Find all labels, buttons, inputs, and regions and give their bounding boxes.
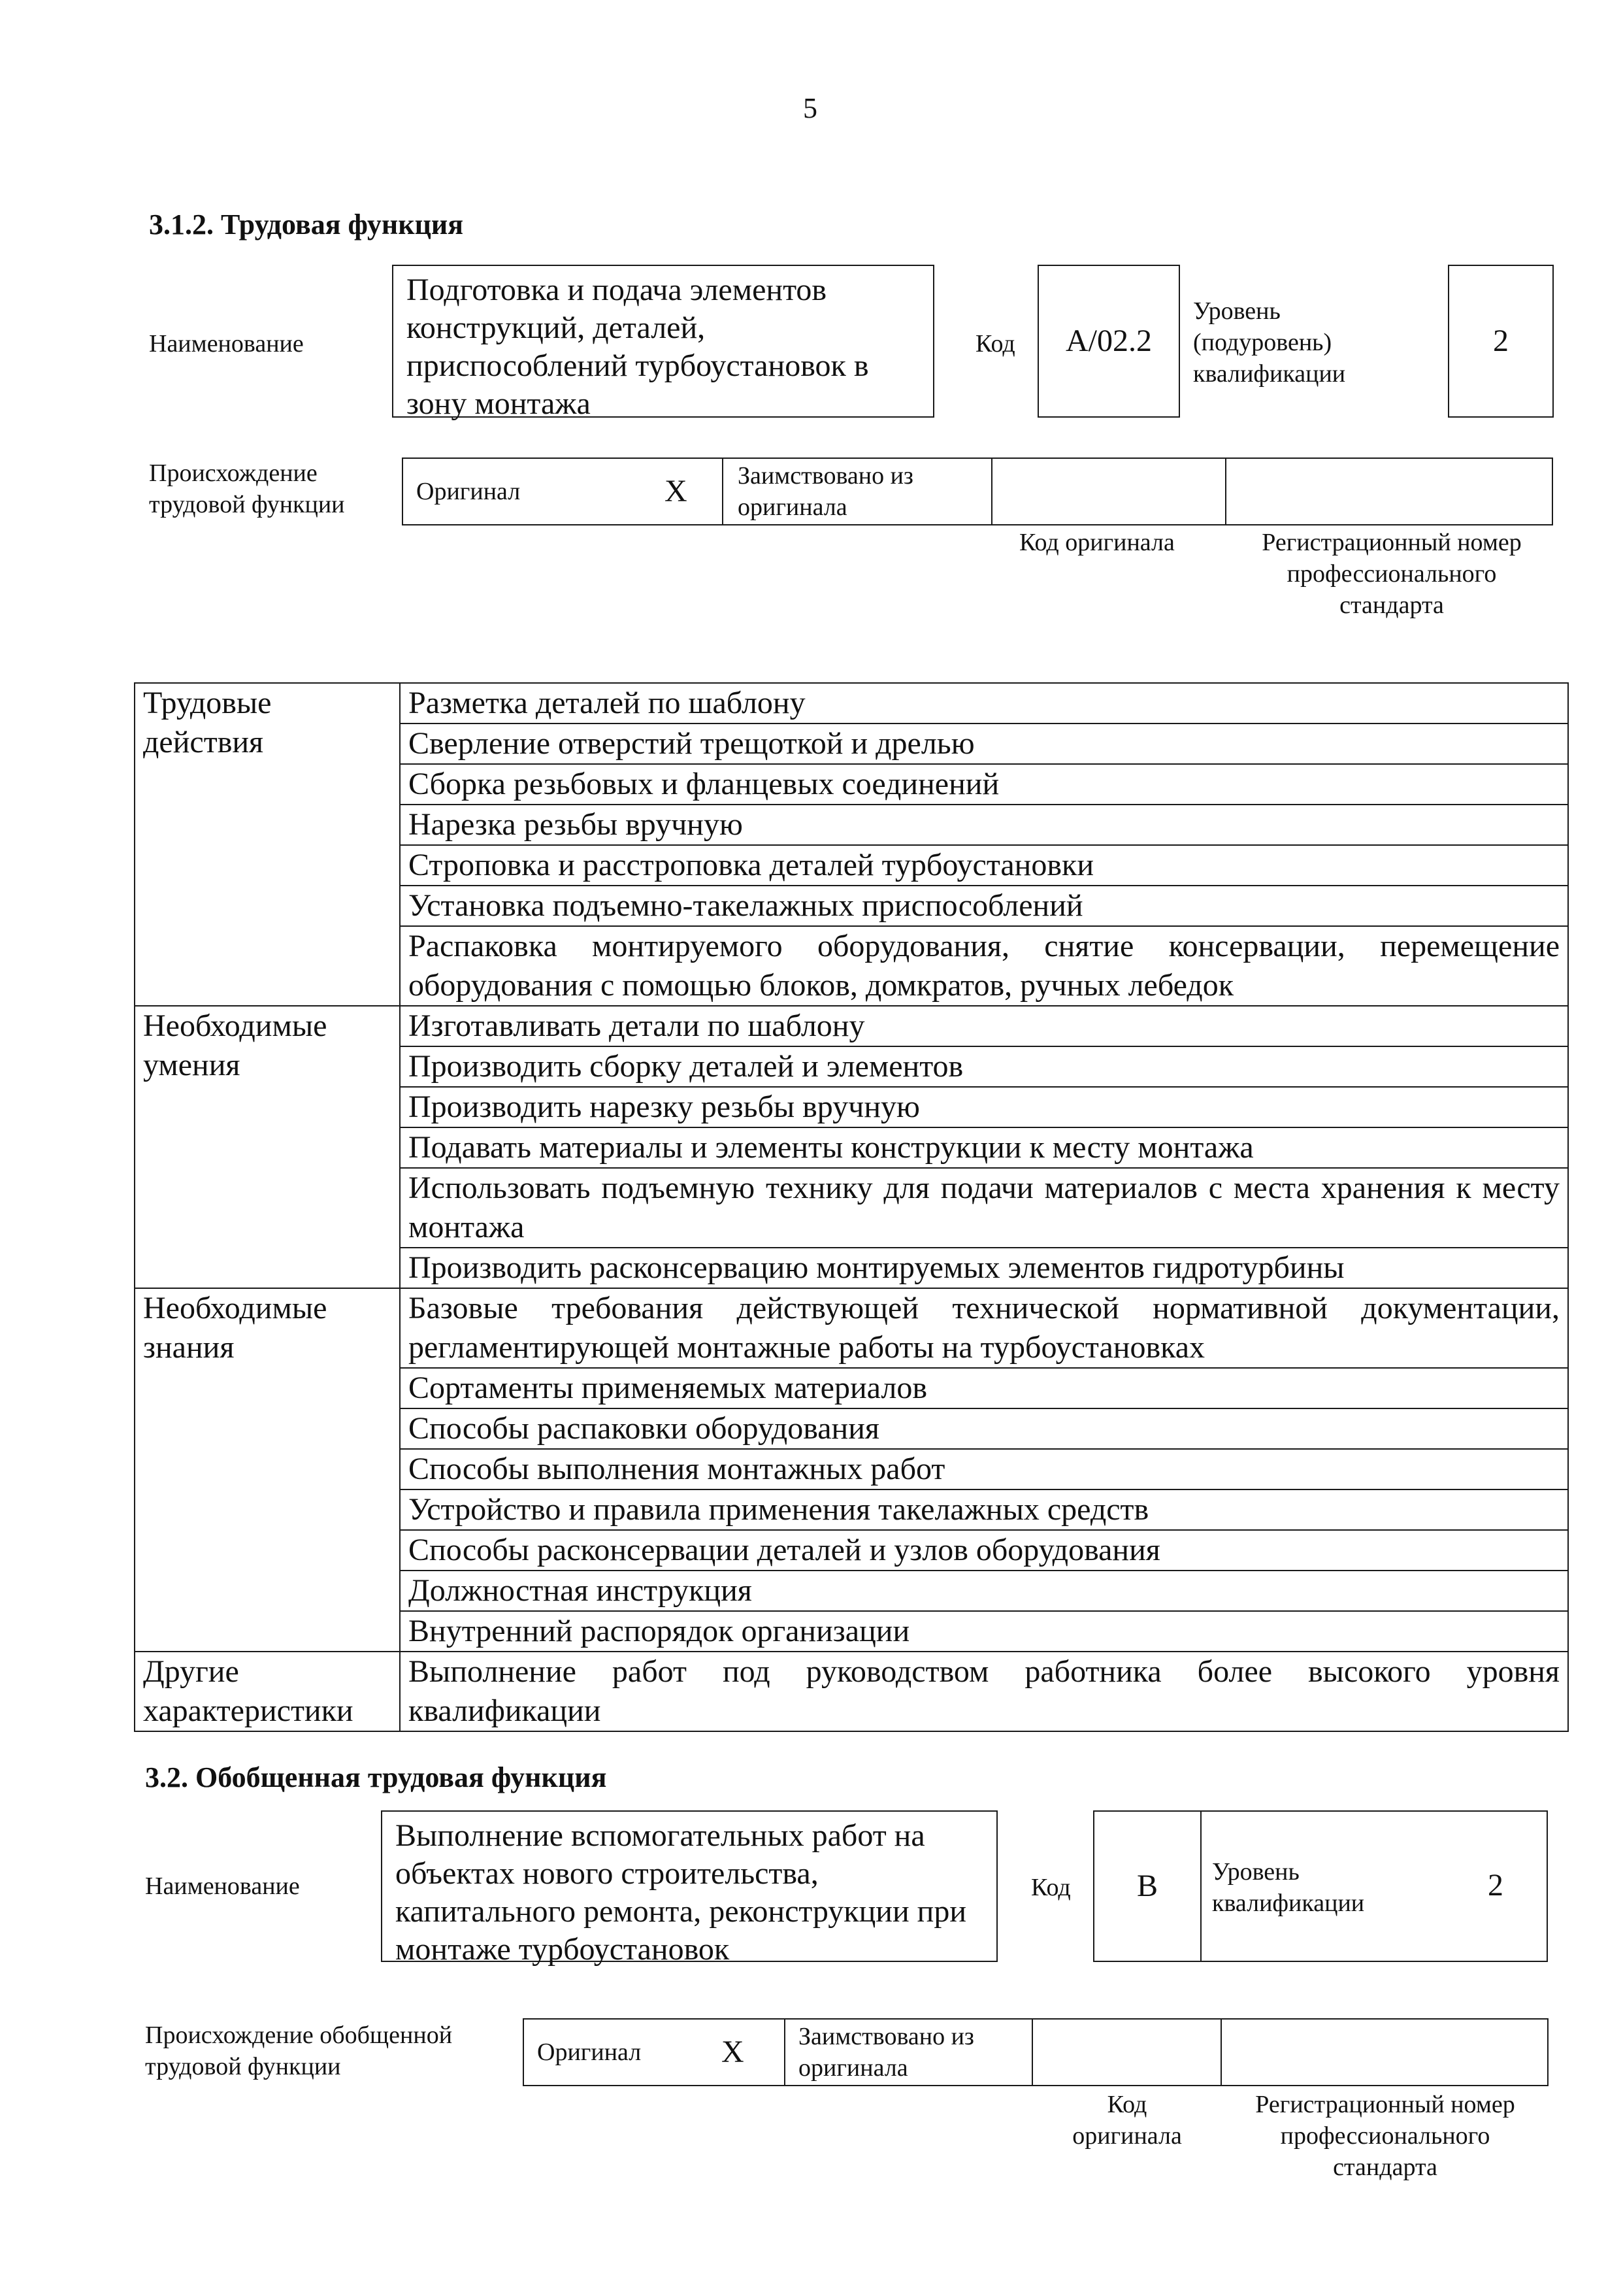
table-cell: Производить сборку деталей и элементов [400, 1046, 1568, 1087]
divider [784, 2020, 785, 2085]
section-32-name-value: Выполнение вспомогательных работ на объектах нового строительства, капитального ремонта, реконструкции при монтаже турбоустановок [395, 1818, 967, 1967]
section-312-borrowed-label: Заимствовано из оригинала [738, 462, 913, 521]
table-cell: Использовать подъемную технику для подачи материалов с места хранения к месту монтажа [400, 1168, 1568, 1248]
table-cell: Способы расконсервации деталей и узлов оборудования [400, 1530, 1568, 1571]
section-32-origin-code-caption: Код оригинала [1072, 2091, 1182, 2150]
section-312-level-box [1448, 265, 1554, 418]
section-312-origin-table [402, 458, 1553, 525]
section-312-origin-label: Происхождение трудовой функции [149, 459, 345, 518]
section-32-code-label: Код [1031, 1874, 1071, 1901]
category-other-characteristics: Другие характеристики [135, 1652, 400, 1731]
section-32-level-label: Уровень квалификации [1212, 1858, 1365, 1917]
category-required-knowledge: Необходимые знания [135, 1288, 400, 1652]
table-cell: Производить нарезку резьбы вручную [400, 1087, 1568, 1127]
section-312-code-value: A/02.2 [1066, 324, 1152, 358]
section-312-original-label: Оригинал [416, 478, 521, 505]
section-312-code-label: Код [975, 330, 1015, 358]
section-32-original-label: Оригинал [537, 2038, 642, 2066]
section-32-original-mark: X [721, 2035, 744, 2069]
table-row [135, 1006, 1568, 1046]
section-32-level-box [1200, 1810, 1548, 1962]
table-cell: Строповка и расстроповка деталей турбоустановки [400, 845, 1568, 886]
section-32-borrowed-label: Заимствовано из оригинала [798, 2023, 974, 2082]
table-cell: Производить расконсервацию монтируемых элементов гидротурбины [400, 1248, 1568, 1288]
table-cell: Должностная инструкция [400, 1571, 1568, 1611]
table-row [135, 683, 1568, 724]
table-cell: Нарезка резьбы вручную [400, 805, 1568, 845]
table-row [135, 1652, 1568, 1731]
section-312-heading: 3.1.2. Трудовая функция [149, 208, 464, 241]
section-312-reg-number-caption: Регистрационный номер профессионального стандарта [1262, 529, 1522, 619]
section-32-origin-label: Происхождение обобщенной трудовой функции [145, 2021, 453, 2080]
table-row [135, 1288, 1568, 1368]
section-312-original-mark: X [664, 474, 687, 508]
section-32-name-box [381, 1810, 998, 1967]
section-312-name-value: Подготовка и подача элементов конструкций, деталей, приспособлений турбоустановок в зону монтажа [406, 273, 869, 421]
section-32-level-value: 2 [1488, 1868, 1503, 1903]
table-cell: Распаковка монтируемого оборудования, снятие консервации, перемещение оборудования с помощью блоков, домкратов, ручных лебедок [400, 926, 1568, 1006]
section-32-name-label: Наименование [145, 1872, 300, 1900]
category-labor-actions: Трудовые действия [135, 683, 400, 1006]
table-cell: Изготавливать детали по шаблону [400, 1006, 1568, 1046]
section-312-origin-code-caption: Код оригинала [1019, 529, 1175, 556]
table-cell: Установка подъемно-такелажных приспособлений [400, 886, 1568, 926]
section-312-name-label: Наименование [149, 330, 304, 358]
section-32-code-value: B [1136, 1869, 1158, 1903]
table-cell: Сверление отверстий трещоткой и дрелью [400, 724, 1568, 764]
table-cell: Сортаменты применяемых материалов [400, 1368, 1568, 1408]
table-cell: Разметка деталей по шаблону [400, 683, 1568, 724]
section-32-code-box [1093, 1810, 1202, 1962]
divider [1032, 2020, 1033, 2085]
page-number: 5 [803, 92, 817, 124]
table-cell: Способы выполнения монтажных работ [400, 1449, 1568, 1489]
table-cell: Устройство и правила применения такелажных средств [400, 1489, 1568, 1530]
divider [722, 459, 723, 524]
table-cell: Подавать материалы и элементы конструкции к месту монтажа [400, 1127, 1568, 1168]
section-32-reg-number-caption: Регистрационный номер профессионального стандарта [1255, 2091, 1515, 2181]
section-32-heading: 3.2. Обобщенная трудовая функция [145, 1761, 607, 1793]
section-312-name-box [392, 265, 934, 421]
divider [1221, 2020, 1222, 2085]
section-312-code-box [1038, 265, 1180, 418]
section-312-level-value: 2 [1493, 324, 1509, 358]
table-cell: Выполнение работ под руководством работника более высокого уровня квалификации [400, 1652, 1568, 1731]
table-cell: Внутренний распорядок организации [400, 1611, 1568, 1652]
divider [991, 459, 992, 524]
category-required-skills: Необходимые умения [135, 1006, 400, 1288]
section-312-level-label: Уровень (подуровень) квалификации [1193, 297, 1346, 388]
function-table [134, 682, 1569, 1732]
section-32-origin-table [523, 2018, 1549, 2086]
table-cell: Способы распаковки оборудования [400, 1408, 1568, 1449]
table-cell: Базовые требования действующей технической нормативной документации, регламентирующей монтажные работы на турбоустановках [400, 1288, 1568, 1368]
table-cell: Сборка резьбовых и фланцевых соединений [400, 764, 1568, 805]
divider [1225, 459, 1226, 524]
